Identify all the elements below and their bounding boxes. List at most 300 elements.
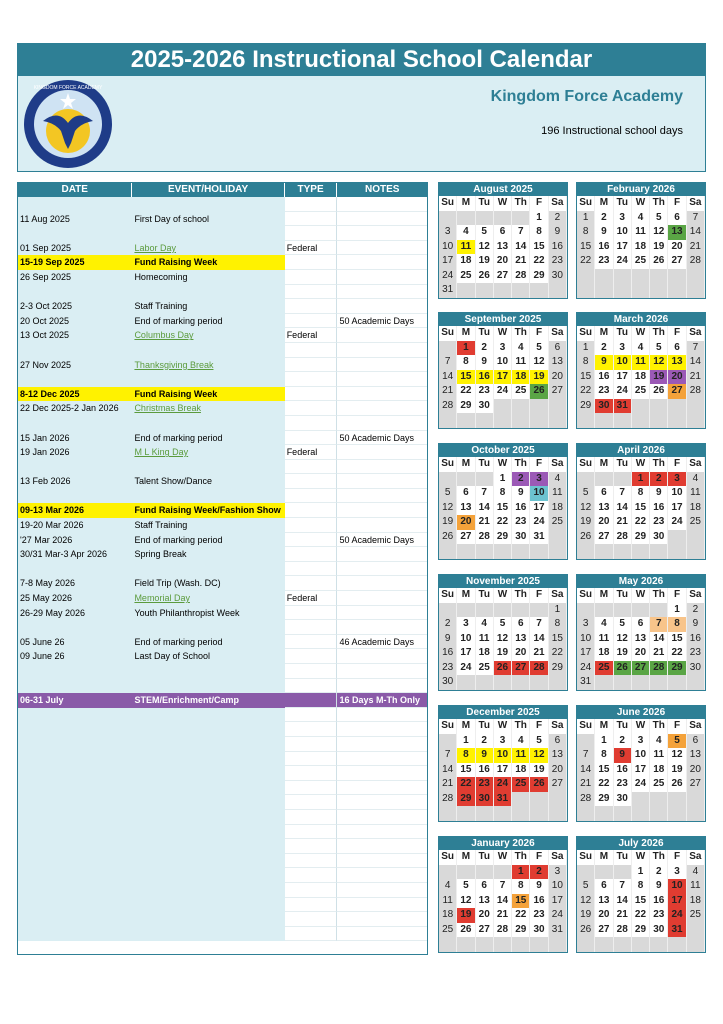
day-cell: 11 [476, 632, 494, 647]
day-cell: 18 [632, 240, 650, 255]
cell-event [132, 285, 284, 300]
cell-type [285, 708, 338, 723]
day-cell: 27 [549, 777, 567, 792]
table-row [18, 620, 427, 635]
holiday-link[interactable]: M L King Day [132, 445, 284, 460]
cell-event: Homecoming [132, 270, 284, 285]
cell-date [18, 752, 132, 767]
empty-day-cell [650, 283, 668, 298]
weekday-header: M [457, 457, 475, 472]
day-cell: 28 [439, 792, 457, 807]
cell-notes [337, 912, 427, 927]
weekday-header: Th [650, 457, 668, 472]
cell-date [18, 839, 132, 854]
day-cell: 26 [530, 384, 548, 399]
cell-type: Federal [285, 241, 338, 256]
cell-event: Fund Raising Week [132, 255, 284, 270]
cell-type [285, 372, 338, 387]
table-row [18, 693, 427, 708]
day-cell: 4 [476, 617, 494, 632]
weekday-header: Su [577, 588, 595, 603]
day-cell: 13 [668, 355, 686, 370]
day-cell: 6 [668, 341, 686, 356]
table-row [18, 591, 427, 606]
day-cell: 20 [512, 646, 530, 661]
cell-date: 19-20 Mar 2026 [18, 518, 132, 533]
day-cell: 4 [439, 879, 457, 894]
month-grid [577, 196, 705, 298]
day-cell: 19 [457, 908, 475, 923]
cell-date: 19 Jan 2026 [18, 445, 132, 460]
day-cell: 7 [530, 617, 548, 632]
day-cell: 19 [668, 763, 686, 778]
day-cell: 6 [595, 486, 613, 501]
day-cell: 14 [687, 355, 705, 370]
table-row [18, 226, 427, 241]
day-cell: 11 [687, 486, 705, 501]
day-cell: 8 [632, 879, 650, 894]
day-cell: 28 [577, 792, 595, 807]
weekday-header: Sa [687, 850, 705, 865]
weekday-header: Tu [614, 326, 632, 341]
day-cell: 22 [494, 515, 512, 530]
day-cell: 23 [650, 908, 668, 923]
cell-notes: 46 Academic Days [337, 635, 427, 650]
day-cell: 31 [530, 530, 548, 545]
table-row [18, 270, 427, 285]
empty-day-cell [512, 675, 530, 690]
empty-day-cell [530, 413, 548, 428]
day-cell: 3 [668, 865, 686, 880]
day-cell: 6 [476, 879, 494, 894]
table-row [18, 752, 427, 767]
month-title: March 2026 [577, 313, 705, 326]
cell-type [285, 839, 338, 854]
cell-event: End of marking period [132, 431, 284, 446]
holiday-link[interactable]: Christmas Break [132, 401, 284, 416]
day-cell: 9 [595, 225, 613, 240]
cell-date [18, 766, 132, 781]
cell-date [18, 664, 132, 679]
cell-date: 11 Aug 2025 [18, 212, 132, 227]
day-cell: 31 [494, 792, 512, 807]
day-cell: 15 [577, 370, 595, 385]
day-cell: 2 [476, 341, 494, 356]
cell-type: Federal [285, 328, 338, 343]
day-cell: 21 [687, 240, 705, 255]
empty-day-cell [668, 399, 686, 414]
empty-day-cell [494, 937, 512, 952]
day-cell: 11 [549, 486, 567, 501]
weekday-header: Sa [549, 457, 567, 472]
cell-notes [337, 708, 427, 723]
day-cell: 12 [494, 632, 512, 647]
day-cell: 15 [668, 632, 686, 647]
empty-day-cell [457, 211, 475, 226]
month-calendar [438, 182, 568, 299]
day-cell: 22 [457, 777, 475, 792]
table-row [18, 576, 427, 591]
day-cell: 30 [549, 269, 567, 284]
cell-type [285, 343, 338, 358]
day-cell: 3 [614, 341, 632, 356]
day-cell: 8 [457, 355, 475, 370]
cell-type [285, 401, 338, 416]
cell-event [132, 197, 284, 212]
day-cell: 27 [457, 530, 475, 545]
weekday-header: Th [512, 850, 530, 865]
cell-notes [337, 810, 427, 825]
empty-day-cell [632, 937, 650, 952]
day-cell: 31 [614, 399, 632, 414]
day-cell: 10 [614, 225, 632, 240]
empty-day-cell [476, 283, 494, 298]
day-cell: 18 [512, 370, 530, 385]
day-cell: 7 [494, 879, 512, 894]
day-cell: 9 [650, 879, 668, 894]
empty-day-cell [668, 544, 686, 559]
weekday-header: F [530, 326, 548, 341]
day-cell: 11 [632, 355, 650, 370]
day-cell: 20 [457, 515, 475, 530]
day-cell: 12 [476, 240, 494, 255]
day-cell: 8 [577, 225, 595, 240]
month-grid [439, 457, 567, 559]
events-table-body [18, 197, 427, 941]
weekday-header: Tu [476, 850, 494, 865]
day-cell: 25 [512, 777, 530, 792]
cell-type [285, 854, 338, 869]
day-cell: 1 [457, 734, 475, 749]
month-grid [577, 850, 705, 952]
day-cell: 18 [687, 894, 705, 909]
holiday-link[interactable]: Memorial Day [132, 591, 284, 606]
cell-date: 01 Sep 2025 [18, 241, 132, 256]
cell-date [18, 226, 132, 241]
cell-type [285, 693, 338, 708]
day-cell: 29 [577, 399, 595, 414]
empty-day-cell [650, 544, 668, 559]
cell-notes [337, 606, 427, 621]
instructional-days: 196 Instructional school days [541, 125, 683, 137]
day-cell: 19 [577, 515, 595, 530]
day-cell: 19 [476, 254, 494, 269]
day-cell: 16 [512, 501, 530, 516]
month-title: April 2026 [577, 444, 705, 457]
weekday-header: Tu [476, 719, 494, 734]
day-cell: 14 [439, 370, 457, 385]
day-cell: 10 [457, 632, 475, 647]
day-cell: 28 [687, 384, 705, 399]
day-cell: 21 [439, 777, 457, 792]
day-cell: 8 [595, 748, 613, 763]
cell-notes [337, 489, 427, 504]
day-cell: 14 [530, 632, 548, 647]
cell-event: End of marking period [132, 314, 284, 329]
day-cell: 13 [512, 632, 530, 647]
holiday-link[interactable]: Columbus Day [132, 328, 284, 343]
cell-date [18, 868, 132, 883]
cell-type [285, 868, 338, 883]
cell-notes [337, 518, 427, 533]
weekday-header: M [457, 719, 475, 734]
cell-notes [337, 825, 427, 840]
day-cell: 4 [687, 472, 705, 487]
holiday-link[interactable]: Labor Day [132, 241, 284, 256]
empty-day-cell [632, 792, 650, 807]
cell-event [132, 708, 284, 723]
day-cell: 13 [632, 632, 650, 647]
empty-day-cell [494, 865, 512, 880]
day-cell: 17 [530, 501, 548, 516]
day-cell: 3 [494, 341, 512, 356]
day-cell: 25 [595, 661, 613, 676]
empty-day-cell [577, 283, 595, 298]
day-cell: 7 [614, 486, 632, 501]
day-cell: 13 [476, 894, 494, 909]
day-cell: 14 [476, 501, 494, 516]
cell-date [18, 416, 132, 431]
day-cell: 26 [650, 384, 668, 399]
cell-notes [337, 752, 427, 767]
empty-day-cell [668, 675, 686, 690]
day-cell: 31 [668, 923, 686, 938]
weekday-header: W [632, 850, 650, 865]
day-cell: 29 [668, 661, 686, 676]
day-cell: 29 [457, 792, 475, 807]
weekday-header: Tu [476, 457, 494, 472]
day-cell: 12 [577, 894, 595, 909]
empty-day-cell [577, 269, 595, 284]
empty-day-cell [530, 283, 548, 298]
column-header-date: DATE [18, 183, 132, 197]
weekday-header: Th [512, 588, 530, 603]
day-cell: 17 [457, 646, 475, 661]
month-title: November 2025 [439, 575, 567, 588]
cell-event [132, 664, 284, 679]
day-cell: 19 [577, 908, 595, 923]
day-cell: 6 [494, 225, 512, 240]
cell-event: Last Day of School [132, 649, 284, 664]
day-cell: 10 [494, 748, 512, 763]
day-cell: 12 [650, 225, 668, 240]
cell-notes [337, 868, 427, 883]
cell-event [132, 795, 284, 810]
cell-event [132, 372, 284, 387]
cell-date: 09-13 Mar 2026 [18, 503, 132, 518]
day-cell: 27 [595, 923, 613, 938]
day-cell: 8 [632, 486, 650, 501]
day-cell: 1 [457, 341, 475, 356]
cell-notes [337, 766, 427, 781]
events-table [17, 182, 428, 955]
table-row [18, 781, 427, 796]
day-cell: 22 [457, 384, 475, 399]
table-row [18, 358, 427, 373]
day-cell: 17 [614, 240, 632, 255]
cell-event: First Day of school [132, 212, 284, 227]
empty-day-cell [687, 675, 705, 690]
day-cell: 28 [530, 661, 548, 676]
day-cell: 7 [439, 748, 457, 763]
day-cell: 15 [530, 240, 548, 255]
cell-date: 05 June 26 [18, 635, 132, 650]
cell-notes [337, 343, 427, 358]
day-cell: 14 [650, 632, 668, 647]
empty-day-cell [494, 413, 512, 428]
day-cell: 25 [650, 777, 668, 792]
weekday-header: Sa [549, 196, 567, 211]
empty-day-cell [650, 675, 668, 690]
day-cell: 10 [439, 240, 457, 255]
weekday-header: Th [650, 196, 668, 211]
table-row [18, 489, 427, 504]
cell-date [18, 708, 132, 723]
weekday-header: F [668, 850, 686, 865]
empty-day-cell [577, 937, 595, 952]
day-cell: 25 [476, 661, 494, 676]
day-cell: 11 [650, 748, 668, 763]
empty-day-cell [595, 937, 613, 952]
cell-event: Staff Training [132, 518, 284, 533]
month-calendar [576, 182, 706, 299]
month-title: December 2025 [439, 706, 567, 719]
cell-notes [337, 387, 427, 402]
day-cell: 9 [549, 225, 567, 240]
cell-type [285, 795, 338, 810]
cell-type [285, 299, 338, 314]
cell-event [132, 868, 284, 883]
day-cell: 5 [530, 734, 548, 749]
cell-type [285, 416, 338, 431]
table-row [18, 649, 427, 664]
empty-day-cell [439, 603, 457, 618]
day-cell: 24 [530, 515, 548, 530]
empty-day-cell [650, 806, 668, 821]
day-cell: 29 [457, 399, 475, 414]
day-cell: 28 [439, 399, 457, 414]
day-cell: 17 [632, 763, 650, 778]
holiday-link[interactable]: Thanksgiving Break [132, 358, 284, 373]
day-cell: 17 [614, 370, 632, 385]
month-calendar [438, 443, 568, 560]
cell-type [285, 314, 338, 329]
cell-type: Federal [285, 445, 338, 460]
header [17, 43, 706, 172]
cell-event [132, 927, 284, 942]
cell-date [18, 927, 132, 942]
cell-date [18, 781, 132, 796]
day-cell: 29 [632, 530, 650, 545]
empty-day-cell [457, 413, 475, 428]
cell-date: 7-8 May 2026 [18, 576, 132, 591]
cell-type [285, 547, 338, 562]
weekday-header: M [457, 850, 475, 865]
cell-notes [337, 255, 427, 270]
weekday-header: Su [439, 196, 457, 211]
cell-notes [337, 722, 427, 737]
day-cell: 26 [457, 923, 475, 938]
day-cell: 10 [549, 879, 567, 894]
day-cell: 21 [687, 370, 705, 385]
day-cell: 26 [577, 530, 595, 545]
day-cell: 4 [512, 341, 530, 356]
empty-day-cell [476, 544, 494, 559]
day-cell: 28 [614, 530, 632, 545]
table-row [18, 474, 427, 489]
weekday-header: W [632, 326, 650, 341]
weekday-header: Tu [614, 719, 632, 734]
empty-day-cell [632, 399, 650, 414]
empty-day-cell [687, 544, 705, 559]
month-grid [439, 326, 567, 428]
weekday-header: F [668, 588, 686, 603]
day-cell: 2 [650, 865, 668, 880]
empty-day-cell [457, 937, 475, 952]
day-cell: 9 [512, 486, 530, 501]
month-calendar [576, 574, 706, 691]
day-cell: 12 [650, 355, 668, 370]
day-cell: 31 [549, 923, 567, 938]
cell-date [18, 810, 132, 825]
table-row [18, 401, 427, 416]
empty-day-cell [595, 865, 613, 880]
cell-type [285, 679, 338, 694]
day-cell: 2 [439, 617, 457, 632]
day-cell: 21 [650, 646, 668, 661]
day-cell: 10 [668, 879, 686, 894]
day-cell: 1 [668, 603, 686, 618]
day-cell: 20 [595, 908, 613, 923]
day-cell: 15 [595, 763, 613, 778]
day-cell: 11 [632, 225, 650, 240]
cell-type [285, 431, 338, 446]
day-cell: 14 [439, 763, 457, 778]
column-header-notes: NOTES [364, 184, 400, 195]
cell-date [18, 489, 132, 504]
month-grid [439, 196, 567, 298]
day-cell: 26 [668, 777, 686, 792]
table-row [18, 664, 427, 679]
weekday-header: Th [512, 719, 530, 734]
table-row [18, 898, 427, 913]
empty-day-cell [476, 211, 494, 226]
day-cell: 14 [512, 240, 530, 255]
cell-event [132, 839, 284, 854]
cell-event [132, 781, 284, 796]
weekday-header: Su [439, 457, 457, 472]
cell-notes [337, 416, 427, 431]
cell-type [285, 810, 338, 825]
day-cell: 5 [476, 225, 494, 240]
day-cell: 6 [632, 617, 650, 632]
weekday-header: F [530, 588, 548, 603]
day-cell: 5 [614, 617, 632, 632]
day-cell: 20 [668, 370, 686, 385]
day-cell: 17 [494, 370, 512, 385]
day-cell: 4 [687, 865, 705, 880]
cell-notes [337, 927, 427, 942]
day-cell: 25 [439, 923, 457, 938]
weekday-header: Su [439, 588, 457, 603]
day-cell: 5 [439, 486, 457, 501]
day-cell: 28 [614, 923, 632, 938]
day-cell: 14 [687, 225, 705, 240]
empty-day-cell [457, 675, 475, 690]
month-title: June 2026 [577, 706, 705, 719]
day-cell: 30 [476, 792, 494, 807]
day-cell: 20 [549, 763, 567, 778]
